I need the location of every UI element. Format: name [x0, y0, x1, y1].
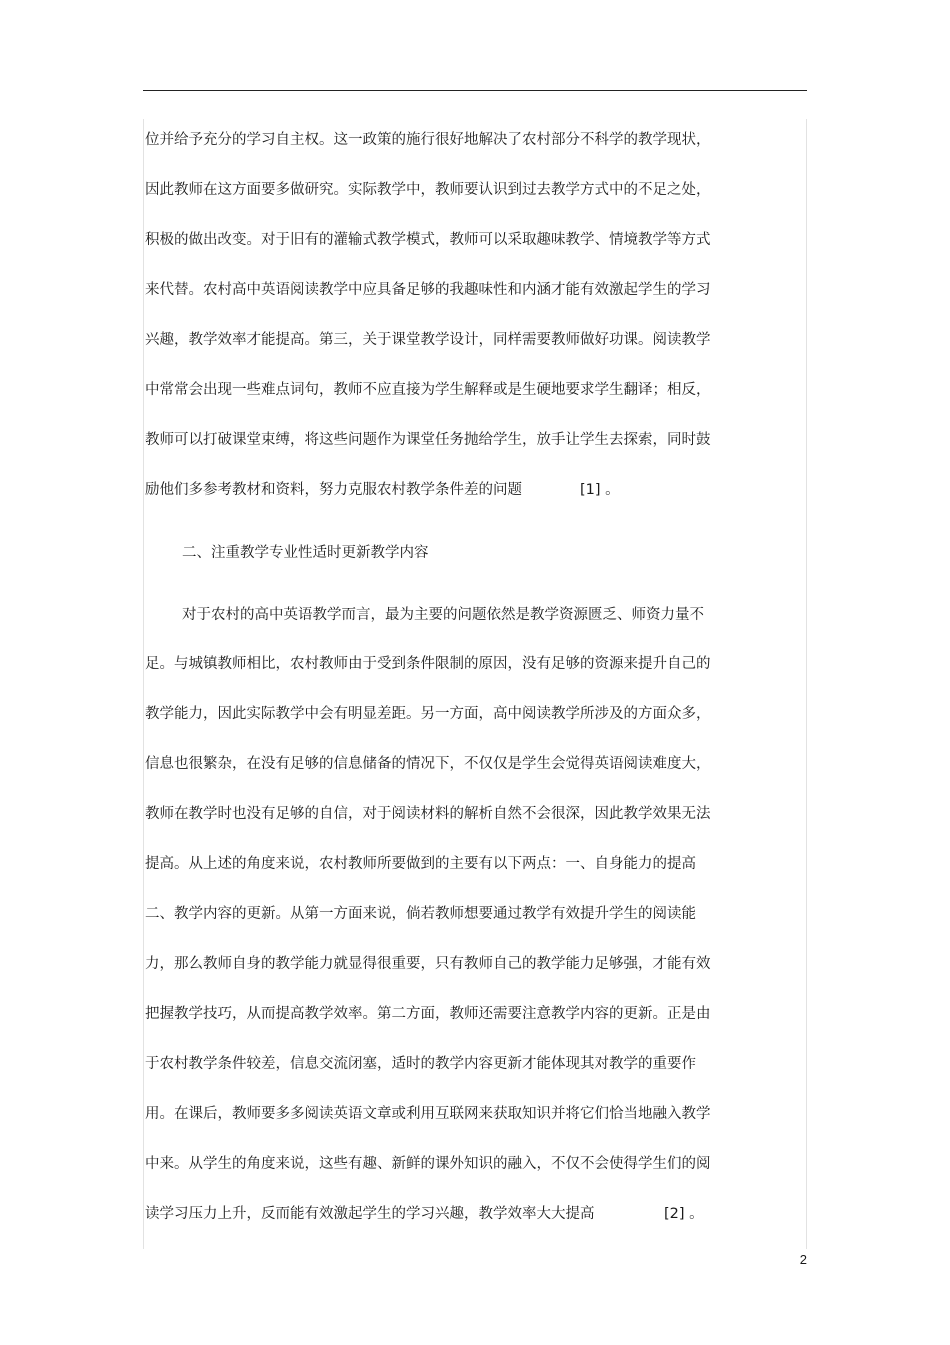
page-number: 2	[799, 1252, 807, 1267]
paragraph-line: 教师可以打破课堂束缚，将这些问题作为课堂任务抛给学生，放手让学生去探索，同时鼓	[145, 432, 711, 448]
header-rule	[143, 90, 807, 91]
paragraph-line: 足。与城镇教师相比，农村教师由于受到条件限制的原因，没有足够的资源来提升自己的	[145, 656, 711, 672]
paragraph-line: 信息也很繁杂，在没有足够的信息储备的情况下，不仅仅是学生会觉得英语阅读难度大，	[145, 756, 711, 772]
paragraph-line: 中常常会出现一些难点词句，教师不应直接为学生解释或是生硬地要求学生翻译；相反，	[145, 382, 711, 398]
paragraph-line: 教学能力，因此实际教学中会有明显差距。另一方面，高中阅读教学所涉及的方面众多，	[145, 706, 711, 722]
paragraph-line: 中来。从学生的角度来说，这些有趣、新鲜的课外知识的融入，不仅不会使得学生们的阅	[145, 1156, 711, 1172]
page-frame-right	[806, 119, 807, 1249]
paragraph-line: 因此教师在这方面要多做研究。实际教学中，教师要认识到过去教学方式中的不足之处，	[145, 182, 711, 198]
paragraph-line: 励他们多参考教材和资料，努力克服农村教学条件差的问题	[145, 482, 522, 498]
page-frame-left	[143, 119, 144, 1249]
paragraph-line: 兴趣，教学效率才能提高。第三，关于课堂教学设计，同样需要教师做好功课。阅读教学	[145, 332, 711, 348]
paragraph-line: 位并给予充分的学习自主权。这一政策的施行很好地解决了农村部分不科学的教学现状，	[145, 132, 711, 148]
paragraph-line: 于农村教学条件较差，信息交流闭塞，适时的教学内容更新才能体现其对教学的重要作	[145, 1056, 696, 1072]
paragraph-line: 对于农村的高中英语教学而言，最为主要的问题依然是教学资源匮乏、师资力量不	[182, 607, 704, 623]
citation-marker: [1] 。	[580, 482, 620, 498]
section-heading: 二、注重教学专业性适时更新教学内容	[182, 545, 429, 561]
paragraph-line: 提高。从上述的角度来说，农村教师所要做到的主要有以下两点：一、自身能力的提高	[145, 856, 696, 872]
paragraph-line: 来代替。农村高中英语阅读教学中应具备足够的我趣味性和内涵才能有效激起学生的学习	[145, 282, 711, 298]
paragraph-line: 读学习压力上升，反而能有效激起学生的学习兴趣，教学效率大大提高	[145, 1206, 595, 1222]
paragraph-line: 二、教学内容的更新。从第一方面来说，倘若教师想要通过教学有效提升学生的阅读能	[145, 906, 696, 922]
paragraph-line: 用。在课后，教师要多多阅读英语文章或利用互联网来获取知识并将它们恰当地融入教学	[145, 1106, 711, 1122]
paragraph-line: 教师在教学时也没有足够的自信，对于阅读材料的解析自然不会很深，因此教学效果无法	[145, 806, 711, 822]
citation-marker: [2] 。	[664, 1206, 704, 1222]
paragraph-line: 把握教学技巧，从而提高教学效率。第二方面，教师还需要注意教学内容的更新。正是由	[145, 1006, 711, 1022]
paragraph-line: 力，那么教师自身的教学能力就显得很重要，只有教师自己的教学能力足够强，才能有效	[145, 956, 711, 972]
paragraph-line: 积极的做出改变。对于旧有的灌输式教学模式，教师可以采取趣味教学、情境教学等方式	[145, 232, 711, 248]
